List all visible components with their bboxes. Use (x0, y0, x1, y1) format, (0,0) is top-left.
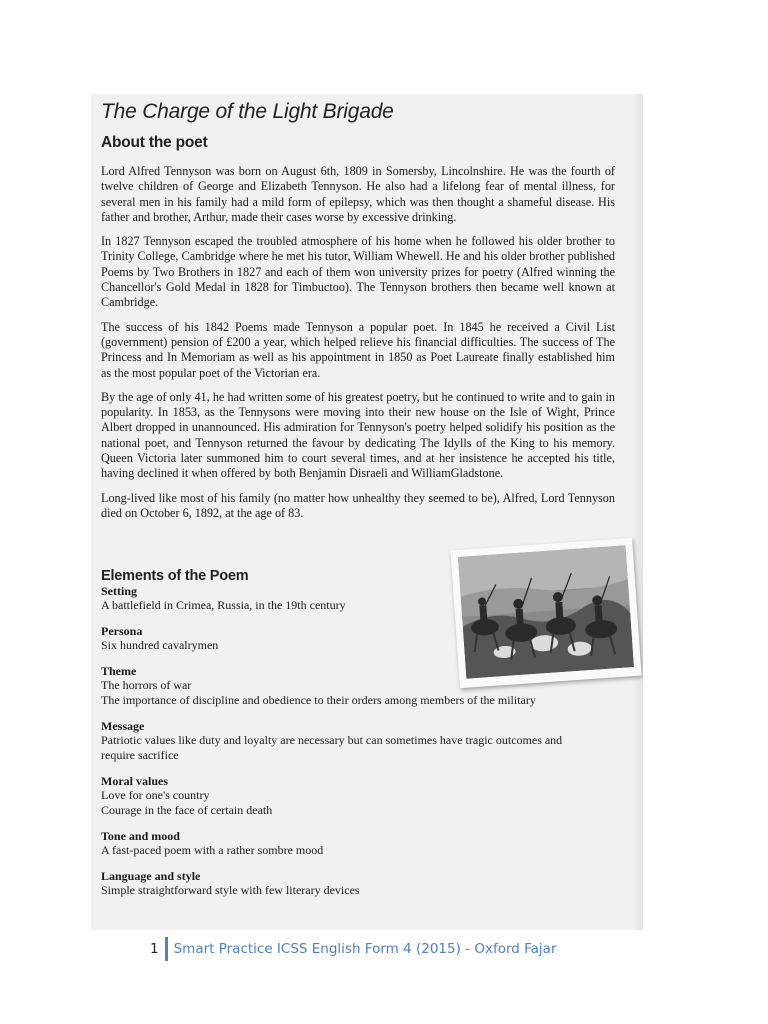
element-heading: Theme (101, 664, 137, 678)
element-line: Patriotic values like duty and loyalty are necessary but can sometimes have tragic outcomes and (101, 733, 563, 747)
element-heading: Language and style (101, 869, 201, 883)
element-heading: Tone and mood (101, 829, 180, 843)
elements-heading: Elements of the Poem (101, 568, 249, 584)
element-line: The horrors of war (101, 678, 192, 692)
element-line: Simple straightforward style with few literary devices (101, 883, 360, 897)
element-line: Six hundred cavalrymen (101, 638, 219, 652)
cavalry-illustration (458, 545, 634, 678)
scan-bleed-edge (633, 94, 643, 930)
element-message (101, 719, 621, 763)
element-heading: Setting (101, 584, 137, 598)
poet-section (101, 94, 615, 530)
element-line: The importance of discipline and obedience to their orders among members of the military (101, 693, 536, 707)
paragraph-4: By the age of only 41, he had written some of his greatest poetry, but he continued to write and to gain in popularity. In 1853, as the Tennysons were moving into their new house on the Isle of Wight, Prince Albert dropped in unannounced. His admiration for Tennyson's poetry helped solidify his position as the national poet, and Tennyson returned the favour by dedicating The Idylls of the King to his memory. Queen Victoria later summoned him to court several times, and at her insistence he accepted his title, having declined it when offered by both Benjamin Disraeli and WilliamGladstone. (101, 389, 615, 481)
paragraph-3: The success of his 1842 Poems made Tennyson a popular poet. In 1845 he received a Civil List (government) pension of £200 a year, which helped relieve his financial difficulties. The success of The Princess and In Memoriam as well as his appointment in 1850 as Poet Laureate finally established him as the most popular poet of the Victorian era. (101, 319, 615, 380)
element-line: require sacrifice (101, 748, 179, 762)
element-heading: Persona (101, 624, 143, 638)
page-number: 1 (150, 941, 159, 957)
footer-source: Smart Practice ICSS English Form 4 (2015) - Oxford Fajar (173, 941, 557, 957)
element-line: A battlefield in Crimea, Russia, in the 19th century (101, 598, 346, 612)
element-line: A fast-paced poem with a rather sombre mood (101, 843, 324, 857)
scanned-page (91, 94, 643, 930)
paragraph-2: In 1827 Tennyson escaped the troubled atmosphere of his home when he followed his older brother to Trinity College, Cambridge where he met his tutor, William Whewell. He and his older brother published Poems by Two Brothers in 1827 and each of them won university prizes for poetry (Alfred winning the Chancellor's Gold Medal in 1828 for Timbuctoo). The Tennyson brothers then became well known at Cambridge. (101, 234, 615, 310)
paragraph-5: Long-lived like most of his family (no matter how unhealthy they seemed to be), Alfred, Lord Tennyson died on October 6, 1892, at the age of 83. (101, 490, 615, 520)
element-heading: Moral values (101, 774, 168, 788)
element-tone-and-mood (101, 829, 621, 858)
element-heading: Message (101, 719, 145, 733)
element-moral-values (101, 774, 621, 818)
page-footer (150, 937, 557, 961)
element-language-and-style (101, 869, 621, 898)
paragraph-1: Lord Alfred Tennyson was born on August 6th, 1809 in Somersby, Lincolnshire. He was the fourth of twelve children of George and Elizabeth Tennyson. He also had a lifelong fear of mental illness, for several men in his family had a mild form of epilepsy, which was then thought a shameful disease. His father and brother, Arthur, made their cases worse by excessive drinking. (101, 164, 615, 224)
cavalry-battle-photo (450, 538, 641, 688)
element-line: Courage in the face of certain death (101, 803, 273, 817)
footer-divider (165, 937, 168, 961)
document-title: The Charge of the Light Brigade (101, 100, 394, 123)
element-line: Love for one's country (101, 788, 210, 802)
about-heading: About the poet (101, 134, 208, 151)
